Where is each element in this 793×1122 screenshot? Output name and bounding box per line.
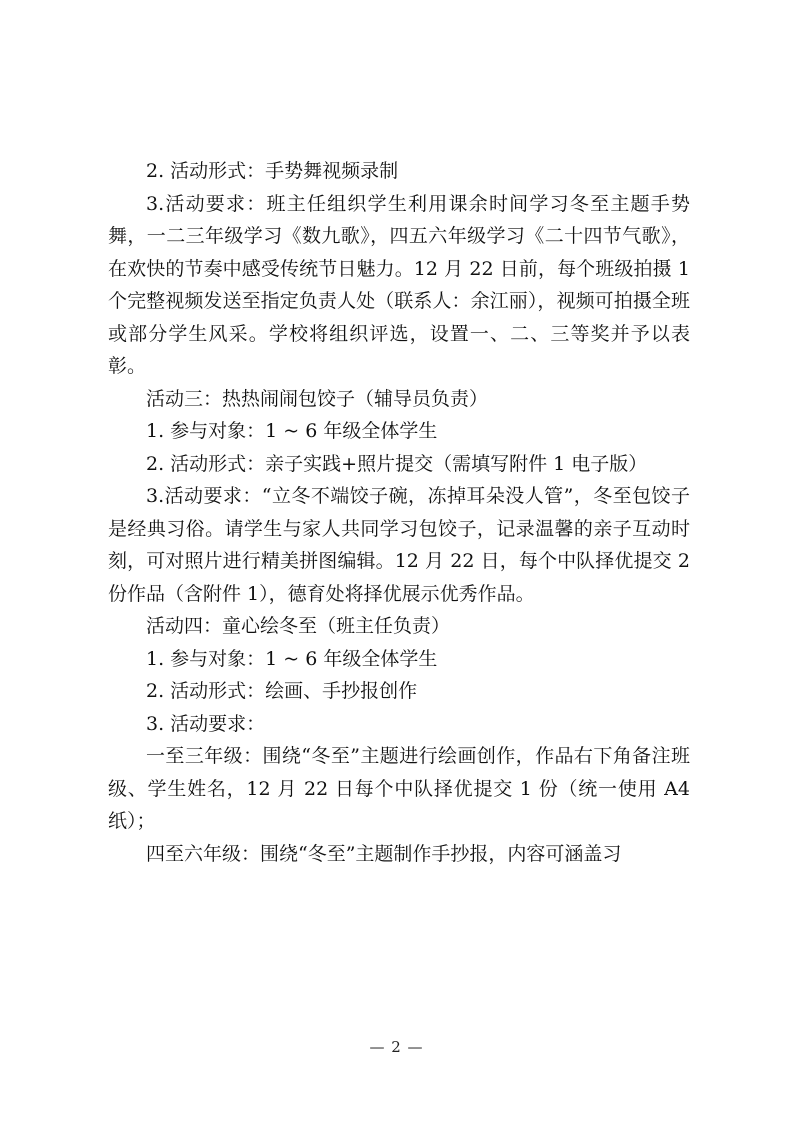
- paragraph-activity-form: 2. 活动形式：绘画、手抄报创作: [146, 680, 418, 702]
- paragraph-grades-four-to-six: 四至六年级：围绕“冬至”主题制作手抄报，内容可涵盖习: [146, 842, 622, 865]
- paragraph-participants: 1. 参与对象：1 ~ 6 年级全体学生: [146, 420, 438, 442]
- page-number: — 2 —: [369, 1038, 424, 1056]
- heading-activity-four: 活动四：童心绘冬至（班主任负责）: [146, 615, 451, 637]
- paragraph-activity-form: 2. 活动形式：手势舞视频录制: [146, 160, 399, 182]
- paragraph-activity-form: 2. 活动形式：亲子实践+照片提交（需填写附件 1 电子版）: [146, 452, 648, 475]
- paragraph-activity-requirements: 3.活动要求：班主任组织学生利用课余时间学习冬至主题手势舞，一二三年级学习《数九歌》，四五六年级学习《二十四节气歌》，在欢快的节奏中感受传统节日魅力。12 月 22 日前，每个班级拍摄 1 个完整视频发送至指定负责人处（联系人：余江丽），视频可拍摄全班或部分学生风采。学校将组织评选，设置一、二、三等奖并予以表彰。: [108, 192, 690, 377]
- document-body: [108, 155, 690, 870]
- paragraph-participants: 1. 参与对象：1 ~ 6 年级全体学生: [146, 647, 438, 670]
- heading-activity-three: 活动三：热热闹闹包饺子（辅导员负责）: [146, 387, 489, 410]
- paragraph-activity-requirements: 3.活动要求：“立冬不端饺子碗，冻掉耳朵没人管”，冬至包饺子是经典习俗。请学生与家人共同学习包饺子，记录温馨的亲子互动时刻，可对照片进行精美拼图编辑。12 月 22 日，每个中队择优提交 2 份作品（含附件 1），德育处将择优展示优秀作品。: [108, 485, 690, 605]
- paragraph-grades-one-to-three: 一至三年级：围绕“冬至”主题进行绘画创作，作品右下角备注班级、学生姓名，12 月 22 日每个中队择优提交 1 份（统一使用 A4 纸）；: [108, 745, 690, 832]
- paragraph-activity-requirements: 3. 活动要求：: [146, 712, 266, 735]
